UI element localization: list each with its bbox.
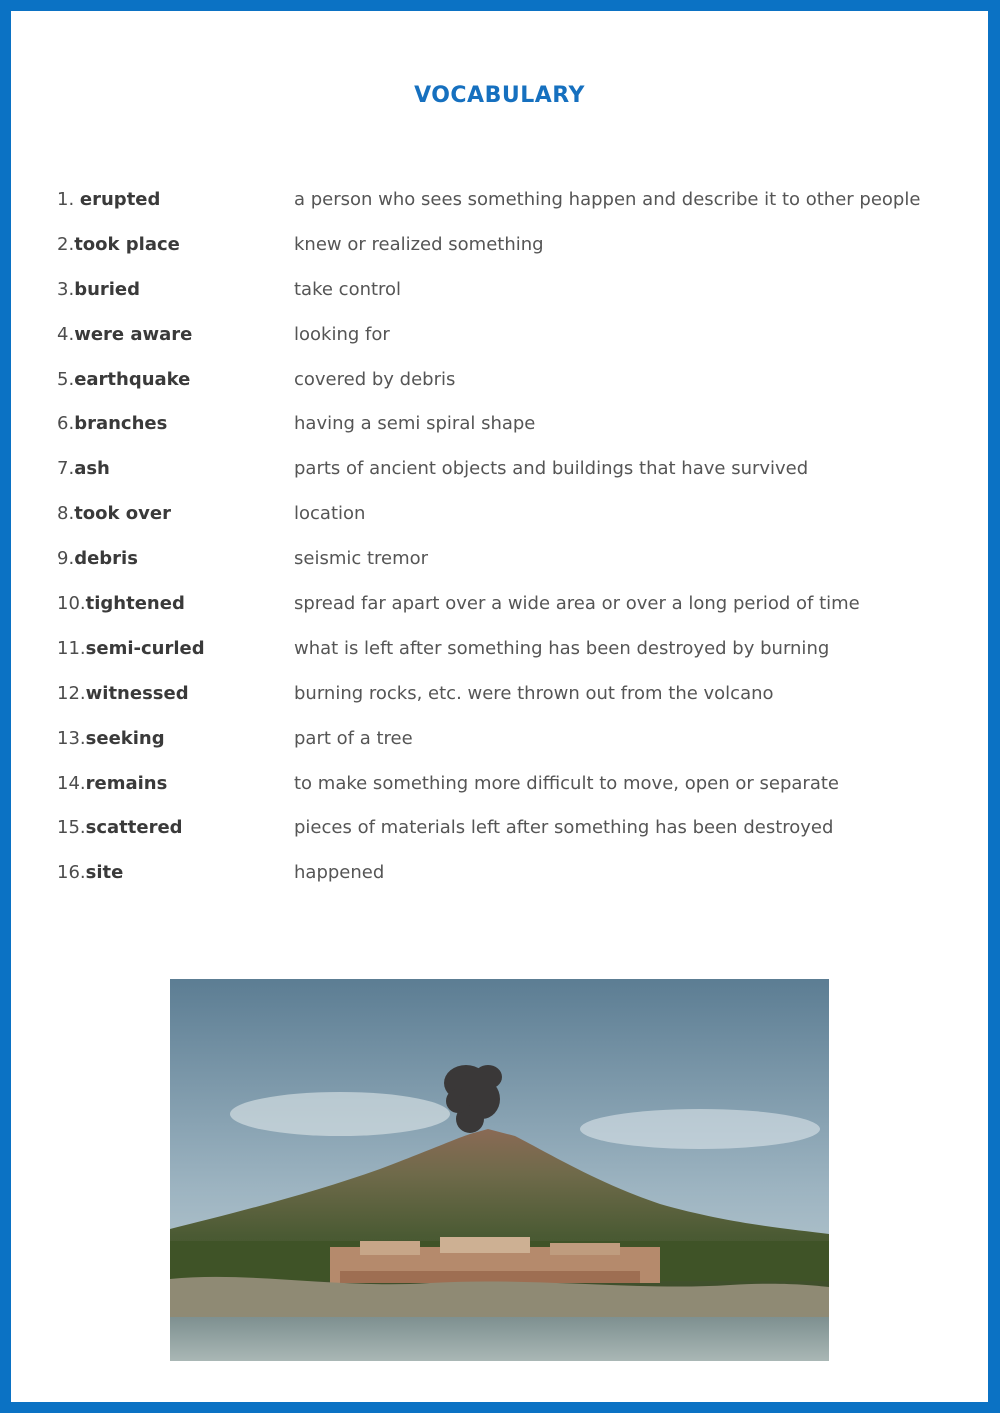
term-word: took over bbox=[74, 503, 171, 525]
vocab-term bbox=[57, 683, 189, 704]
term-word: remains bbox=[85, 772, 168, 794]
vocab-definition: having a semi spiral shape bbox=[294, 413, 536, 435]
vocab-term bbox=[57, 413, 167, 434]
term-number: 11. bbox=[57, 637, 86, 659]
term-number: 14. bbox=[57, 772, 86, 794]
term-word: seeking bbox=[85, 727, 165, 749]
vocab-definition: knew or realized something bbox=[294, 233, 544, 255]
term-number: 2. bbox=[57, 233, 75, 255]
vocab-definition: covered by debris bbox=[294, 368, 456, 390]
vocab-row bbox=[57, 817, 977, 862]
term-number: 4. bbox=[57, 323, 75, 345]
vocab-term bbox=[57, 324, 192, 345]
vocab-row bbox=[57, 234, 977, 279]
term-number: 6. bbox=[57, 413, 75, 435]
term-word: buried bbox=[74, 278, 141, 300]
term-word: site bbox=[85, 862, 124, 884]
term-number: 5. bbox=[57, 368, 75, 390]
vocab-term bbox=[57, 773, 167, 794]
term-word: were aware bbox=[74, 323, 193, 345]
vocab-term bbox=[57, 189, 160, 210]
vocab-term bbox=[57, 593, 185, 614]
term-word: erupted bbox=[79, 189, 161, 210]
term-word: took place bbox=[74, 233, 180, 255]
vocab-definition: spread far apart over a wide area or over a long period of time bbox=[294, 593, 860, 615]
vocab-row bbox=[57, 773, 977, 818]
vocab-definition: pieces of materials left after something has been destroyed bbox=[294, 817, 834, 839]
term-word: tightened bbox=[85, 593, 185, 615]
vocab-term bbox=[57, 458, 110, 479]
vocab-row bbox=[57, 324, 977, 369]
term-word: debris bbox=[74, 548, 138, 570]
vocab-definition: what is left after something has been destroyed by burning bbox=[294, 637, 830, 659]
vocab-definition: happened bbox=[294, 862, 385, 884]
vocab-term bbox=[57, 728, 165, 749]
vocab-definition: to make something more difficult to move, open or separate bbox=[294, 772, 839, 794]
term-number: 15. bbox=[57, 817, 86, 839]
term-word: semi-curled bbox=[85, 637, 205, 659]
vocab-row bbox=[57, 413, 977, 458]
vocab-row bbox=[57, 593, 977, 638]
page-title: VOCABULARY bbox=[414, 83, 585, 108]
vocab-row bbox=[57, 369, 977, 414]
vocab-term bbox=[57, 817, 183, 838]
term-word: earthquake bbox=[74, 368, 191, 390]
vocab-definition: location bbox=[294, 503, 366, 525]
vocabulary-list bbox=[57, 189, 977, 907]
vocab-term bbox=[57, 369, 190, 390]
term-word: ash bbox=[74, 458, 110, 480]
term-number: 7. bbox=[57, 458, 75, 480]
vocab-row bbox=[57, 503, 977, 548]
vocab-row bbox=[57, 458, 977, 503]
cloud bbox=[230, 1092, 450, 1136]
cloud bbox=[580, 1109, 820, 1149]
term-number: 1. bbox=[57, 189, 80, 210]
vocab-term bbox=[57, 862, 123, 883]
term-number: 10. bbox=[57, 593, 86, 615]
vocab-term bbox=[57, 503, 171, 524]
vocab-row bbox=[57, 862, 977, 907]
term-word: scattered bbox=[85, 817, 183, 839]
term-word: branches bbox=[74, 413, 168, 435]
vocab-row bbox=[57, 548, 977, 593]
worksheet-page bbox=[11, 11, 988, 1402]
vocab-term bbox=[57, 234, 180, 255]
vocab-row bbox=[57, 728, 977, 773]
vocab-definition: seismic tremor bbox=[294, 548, 429, 570]
vocab-definition: burning rocks, etc. were thrown out from the volcano bbox=[294, 682, 774, 704]
term-number: 12. bbox=[57, 682, 86, 704]
term-number: 13. bbox=[57, 727, 86, 749]
vocab-definition: part of a tree bbox=[294, 727, 413, 749]
term-number: 16. bbox=[57, 862, 86, 884]
town bbox=[330, 1237, 660, 1283]
vocab-row bbox=[57, 638, 977, 683]
vocab-row bbox=[57, 683, 977, 728]
vocab-term bbox=[57, 638, 205, 659]
term-number: 8. bbox=[57, 503, 75, 525]
vocab-row bbox=[57, 189, 977, 234]
vocab-row bbox=[57, 279, 977, 324]
term-number: 9. bbox=[57, 548, 75, 570]
vocab-definition: parts of ancient objects and buildings that have survived bbox=[294, 458, 809, 480]
volcano-illustration bbox=[170, 979, 829, 1361]
vocab-definition: a person who sees something happen and describe it to other people bbox=[294, 189, 921, 210]
vocab-definition: take control bbox=[294, 278, 402, 300]
vocab-definition: looking for bbox=[294, 323, 390, 345]
vocab-term bbox=[57, 548, 138, 569]
vocab-term bbox=[57, 279, 140, 300]
term-word: witnessed bbox=[85, 682, 189, 704]
sea bbox=[170, 1317, 829, 1361]
term-number: 3. bbox=[57, 278, 75, 300]
